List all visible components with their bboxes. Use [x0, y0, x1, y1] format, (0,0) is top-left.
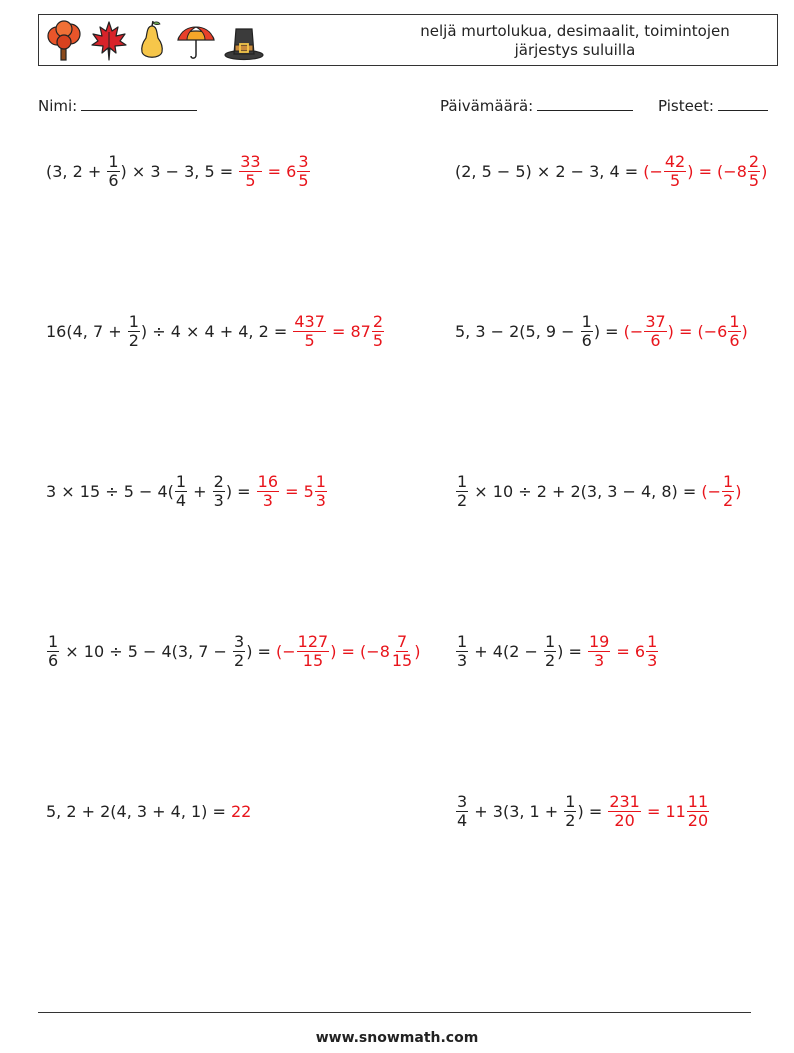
fraction — [588, 633, 610, 670]
expression-text: ) = — [225, 481, 256, 501]
fraction-denominator: 5 — [304, 330, 315, 350]
fraction-denominator: 6 — [581, 330, 592, 350]
problem-9 — [46, 781, 251, 841]
worksheet-header — [38, 14, 778, 66]
problem-expression — [455, 162, 643, 181]
expression-text: ) = — [557, 641, 587, 661]
fraction-numerator: 7 — [396, 631, 408, 651]
expression-text: 22 — [231, 801, 252, 821]
fraction — [456, 793, 468, 830]
expression-text: = 11 — [641, 801, 686, 821]
fraction-numerator: 1 — [565, 791, 576, 811]
tree-icon — [45, 20, 83, 62]
problem-expression — [455, 313, 624, 350]
fraction — [372, 313, 384, 350]
expression-text: 5, 2 + 2(4, 3 + 4, 1) = — [46, 801, 231, 821]
problem-5 — [46, 461, 328, 521]
name-field — [38, 95, 197, 115]
expression-text: ) = — [593, 321, 624, 341]
expression-text: = 5 — [280, 481, 314, 501]
footer-divider — [38, 1012, 751, 1013]
fraction — [728, 313, 740, 350]
date-line[interactable] — [537, 95, 633, 111]
expression-text: ) = — [246, 641, 277, 661]
expression-text: ) — [741, 321, 748, 341]
score-label: Pisteet: — [658, 97, 714, 115]
fraction — [213, 473, 225, 510]
problem-2 — [455, 141, 767, 201]
fraction-denominator: 4 — [175, 490, 187, 510]
expression-text: ) = (−6 — [667, 321, 728, 341]
fraction-numerator: 1 — [647, 631, 658, 651]
fraction-denominator: 6 — [48, 650, 59, 670]
expression-text: 3 × 15 ÷ 5 − 4( — [46, 481, 174, 501]
fraction — [456, 633, 468, 670]
fraction-denominator: 2 — [565, 810, 576, 830]
fraction — [297, 153, 309, 190]
fraction — [391, 633, 413, 670]
problem-answer — [256, 473, 328, 510]
problem-8 — [455, 621, 659, 681]
problem-expression — [46, 153, 238, 190]
pear-icon — [135, 20, 169, 62]
fraction — [293, 313, 326, 350]
fraction-denominator: 20 — [614, 810, 635, 830]
expression-text: × 10 ÷ 2 + 2(3, 3 − 4, 8) = — [469, 481, 702, 501]
pilgrim-hat-icon — [223, 20, 265, 62]
name-label: Nimi: — [38, 97, 78, 115]
problem-answer — [292, 313, 385, 350]
maple-leaf-icon — [89, 20, 129, 62]
fraction-denominator: 3 — [315, 490, 326, 510]
expression-text: ) = (−8 — [330, 641, 390, 661]
footer-url: www.snowmath.com — [315, 1030, 479, 1046]
name-line[interactable] — [81, 95, 197, 111]
expression-text: ) = — [577, 801, 608, 821]
fraction-numerator: 231 — [609, 791, 640, 811]
score-line[interactable] — [718, 95, 768, 111]
fraction-denominator: 3 — [262, 490, 273, 510]
date-label: Päivämäärä: — [440, 97, 534, 115]
fraction-denominator: 6 — [650, 330, 661, 350]
fraction-numerator: 42 — [664, 151, 686, 171]
fraction — [128, 313, 140, 350]
problem-answer — [701, 473, 741, 510]
fraction — [175, 473, 187, 510]
problem-answer — [231, 802, 251, 821]
problem-expression — [455, 633, 587, 670]
expression-text: 5, 3 − 2(5, 9 − — [455, 321, 580, 341]
fraction-denominator: 4 — [457, 810, 468, 830]
fraction-numerator: 2 — [748, 151, 760, 171]
fraction-numerator: 2 — [213, 471, 224, 491]
fraction-denominator: 6 — [729, 330, 740, 350]
fraction-numerator: 19 — [588, 631, 610, 651]
score-field — [658, 95, 768, 115]
fraction-denominator: 15 — [302, 650, 324, 670]
fraction-numerator: 16 — [257, 471, 279, 491]
fraction — [646, 633, 658, 670]
problem-4 — [455, 301, 748, 361]
expression-text: ) — [414, 641, 421, 661]
fraction-numerator: 37 — [645, 311, 666, 331]
expression-text: ) ÷ 4 × 4 + 4, 2 = — [140, 321, 293, 341]
fraction — [297, 633, 330, 670]
problem-7 — [46, 621, 420, 681]
fraction-numerator: 2 — [372, 311, 384, 331]
fraction-denominator: 3 — [647, 650, 658, 670]
fraction — [722, 473, 734, 510]
problem-answer — [587, 633, 659, 670]
fraction-numerator: 127 — [297, 631, 329, 651]
fraction-denominator: 2 — [128, 330, 139, 350]
problem-3 — [46, 301, 385, 361]
umbrella-icon — [175, 20, 217, 62]
fraction-numerator: 1 — [48, 631, 59, 651]
fraction — [748, 153, 760, 190]
expression-text: + 3(3, 1 + — [469, 801, 564, 821]
fraction-denominator: 2 — [234, 650, 245, 670]
expression-text: + — [188, 481, 212, 501]
fraction — [581, 313, 593, 350]
fraction-numerator: 1 — [175, 471, 187, 491]
worksheet-title: neljä murtolukua, desimaalit, toimintojen järjestys suluilla — [420, 22, 730, 59]
problem-1 — [46, 141, 311, 201]
problem-expression — [46, 473, 256, 510]
fraction-numerator: 3 — [457, 791, 468, 811]
expression-text: (− — [701, 481, 721, 501]
fraction-numerator: 11 — [687, 791, 709, 811]
problem-answer — [624, 313, 748, 350]
problem-expression — [455, 473, 701, 510]
fraction-numerator: 3 — [298, 151, 309, 171]
fraction — [233, 633, 245, 670]
fraction-denominator: 5 — [298, 170, 309, 190]
fraction-denominator: 5 — [245, 170, 256, 190]
problem-expression — [46, 802, 231, 821]
expression-text: (2, 5 − 5) × 2 − 3, 4 = — [455, 161, 644, 181]
expression-text: (3, 2 + — [46, 161, 107, 181]
fraction-numerator: 1 — [108, 151, 119, 171]
expression-text: (− — [276, 641, 296, 661]
fraction-numerator: 437 — [294, 311, 325, 331]
fraction — [664, 153, 686, 190]
expression-text: = 6 — [262, 161, 297, 181]
fraction — [644, 313, 666, 350]
problem-expression — [455, 793, 607, 830]
problem-answer — [276, 633, 420, 670]
expression-text: + 4(2 − — [469, 641, 543, 661]
fraction — [687, 793, 709, 830]
date-field — [440, 95, 633, 115]
fraction-numerator: 1 — [544, 631, 556, 651]
fraction-numerator: 3 — [234, 631, 245, 651]
fraction-denominator: 3 — [594, 650, 605, 670]
expression-text: ) — [735, 481, 742, 501]
fraction — [239, 153, 261, 190]
fraction-denominator: 3 — [213, 490, 224, 510]
problem-expression — [46, 633, 276, 670]
icon-row — [45, 20, 265, 62]
fraction-numerator: 1 — [581, 311, 592, 331]
fraction-denominator: 15 — [391, 650, 413, 670]
fraction — [564, 793, 576, 830]
fraction-numerator: 1 — [457, 471, 468, 491]
fraction-denominator: 5 — [372, 330, 384, 350]
fraction-numerator: 1 — [729, 311, 740, 331]
fraction — [107, 153, 119, 190]
expression-text: ) × 3 − 3, 5 = — [120, 161, 239, 181]
fraction-denominator: 20 — [687, 810, 709, 830]
fraction — [257, 473, 279, 510]
fraction — [47, 633, 59, 670]
fraction — [456, 473, 468, 510]
fraction-denominator: 2 — [544, 650, 556, 670]
fraction-denominator: 3 — [457, 650, 468, 670]
fraction-denominator: 5 — [669, 170, 681, 190]
fraction-numerator: 1 — [457, 631, 468, 651]
expression-text: 16(4, 7 + — [46, 321, 127, 341]
problem-6 — [455, 461, 741, 521]
fraction-numerator: 1 — [723, 471, 734, 491]
fraction-denominator: 5 — [748, 170, 760, 190]
expression-text: (− — [643, 161, 663, 181]
fraction — [315, 473, 327, 510]
expression-text: × 10 ÷ 5 − 4(3, 7 − — [60, 641, 232, 661]
fraction-denominator: 2 — [723, 490, 734, 510]
fraction-denominator: 6 — [108, 170, 119, 190]
expression-text: (− — [623, 321, 644, 341]
fraction — [544, 633, 556, 670]
expression-text: ) — [761, 161, 768, 181]
fraction-numerator: 1 — [128, 311, 139, 331]
problem-answer — [607, 793, 710, 830]
fraction-denominator: 2 — [457, 490, 468, 510]
expression-text: = 87 — [326, 321, 371, 341]
fraction — [608, 793, 641, 830]
problem-answer — [643, 153, 767, 190]
fraction-numerator: 33 — [240, 151, 261, 171]
problem-10 — [455, 781, 710, 841]
expression-text: = 6 — [611, 641, 646, 661]
expression-text: ) = (−8 — [687, 161, 747, 181]
fraction-numerator: 1 — [315, 471, 326, 491]
problem-answer — [238, 153, 310, 190]
problem-expression — [46, 313, 292, 350]
